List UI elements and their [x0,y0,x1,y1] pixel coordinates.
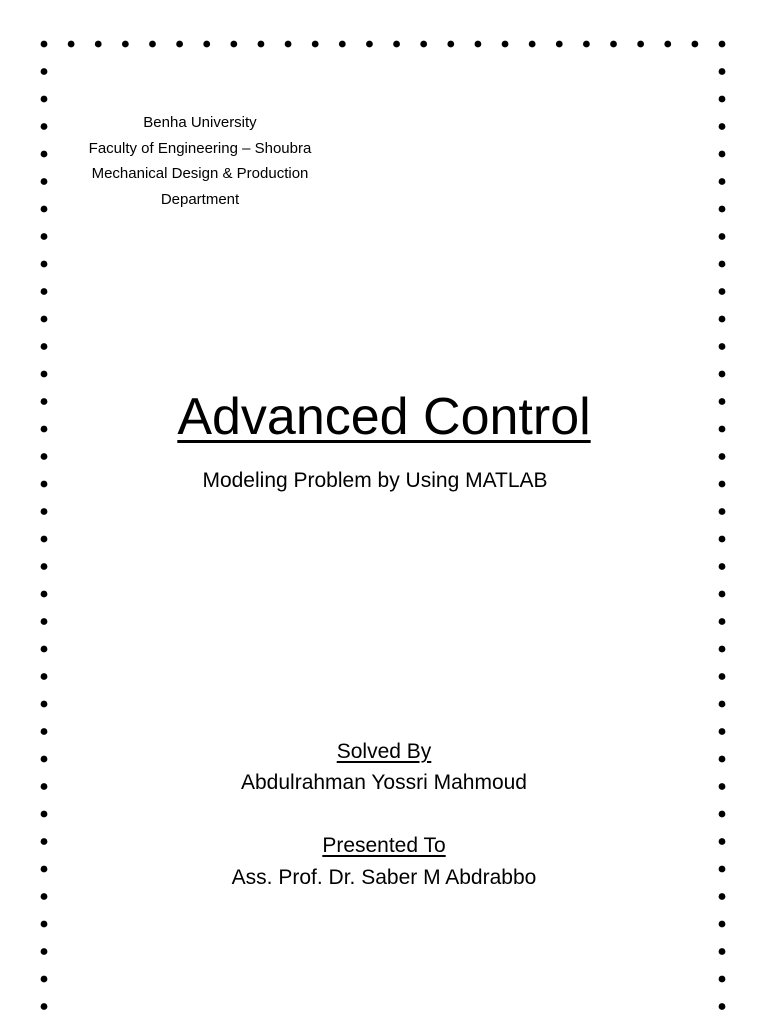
border-dot [41,591,48,598]
border-dot [719,618,726,625]
border-dot [122,41,129,48]
border-dot [41,206,48,213]
border-dot [447,41,454,48]
border-dot [41,673,48,680]
border-dot [719,206,726,213]
border-dot [41,1003,48,1010]
border-dot [719,1003,726,1010]
border-dot [41,453,48,460]
border-dot [719,316,726,323]
border-dot [502,41,509,48]
border-dot [719,591,726,598]
border-dot [312,41,319,48]
department-name-line1: Mechanical Design & Production [91,165,309,182]
institution-header [50,110,350,212]
border-dot [719,343,726,350]
border-dot [41,811,48,818]
border-dot [366,41,373,48]
border-dot [95,41,102,48]
border-dot [719,948,726,955]
border-dot [41,343,48,350]
border-dot [41,948,48,955]
border-dot [285,41,292,48]
border-dot [719,288,726,295]
document-subtitle: Modeling Problem by Using MATLAB [202,469,548,492]
department-name-line2: Department [160,190,240,208]
border-dot [719,41,726,48]
border-dot [719,921,726,928]
border-dot [41,563,48,570]
border-dot [719,563,726,570]
border-dot [719,893,726,900]
border-dot [41,976,48,983]
faculty-name: Faculty of Engineering – Shoubra [88,139,312,157]
border-dot [41,728,48,735]
border-dot [41,123,48,130]
border-dot [41,178,48,185]
border-dot [664,41,671,48]
border-dot [41,261,48,268]
solved-by-label: Solved By [336,740,432,763]
border-dot [41,68,48,75]
border-dot [719,261,726,268]
border-dot [719,233,726,240]
border-dot [176,41,183,48]
border-dot [719,123,726,130]
border-dot [691,41,698,48]
document-title: Advanced Control [177,388,591,446]
border-dot [719,976,726,983]
border-dot [41,618,48,625]
author-name: Abdulrahman Yossri Mahmoud [240,771,527,794]
border-dot [41,288,48,295]
border-dot [637,41,644,48]
border-dot [41,233,48,240]
presented-to-label: Presented To [322,834,446,857]
border-dot [41,701,48,708]
border-dot [393,41,400,48]
university-name: Benha University [143,114,257,131]
border-dot [68,41,75,48]
border-dot [258,41,265,48]
border-dot [719,673,726,680]
border-dot [339,41,346,48]
border-dot [41,316,48,323]
border-dot [719,508,726,515]
border-dot [719,151,726,158]
border-dot [583,41,590,48]
border-dot [719,96,726,103]
border-dot [610,41,617,48]
border-dot [556,41,563,48]
border-dot [719,371,726,378]
border-dot [41,536,48,543]
border-dot [475,41,482,48]
border-dot [719,728,726,735]
border-dot [719,536,726,543]
border-dot [719,701,726,708]
border-dot [719,811,726,818]
border-dot [41,646,48,653]
border-dot [719,646,726,653]
supervisor-name: Ass. Prof. Dr. Saber M Abdrabbo [231,866,537,889]
border-dot [41,371,48,378]
border-dot [41,41,48,48]
border-dot [149,41,156,48]
border-dot [529,41,536,48]
border-dot [719,68,726,75]
border-dot [230,41,237,48]
border-dot [203,41,210,48]
border-dot [41,508,48,515]
border-dot [41,151,48,158]
border-dot [719,453,726,460]
border-dot [41,921,48,928]
border-dot [41,96,48,103]
border-dot [420,41,427,48]
border-dot [719,178,726,185]
border-dot [41,893,48,900]
